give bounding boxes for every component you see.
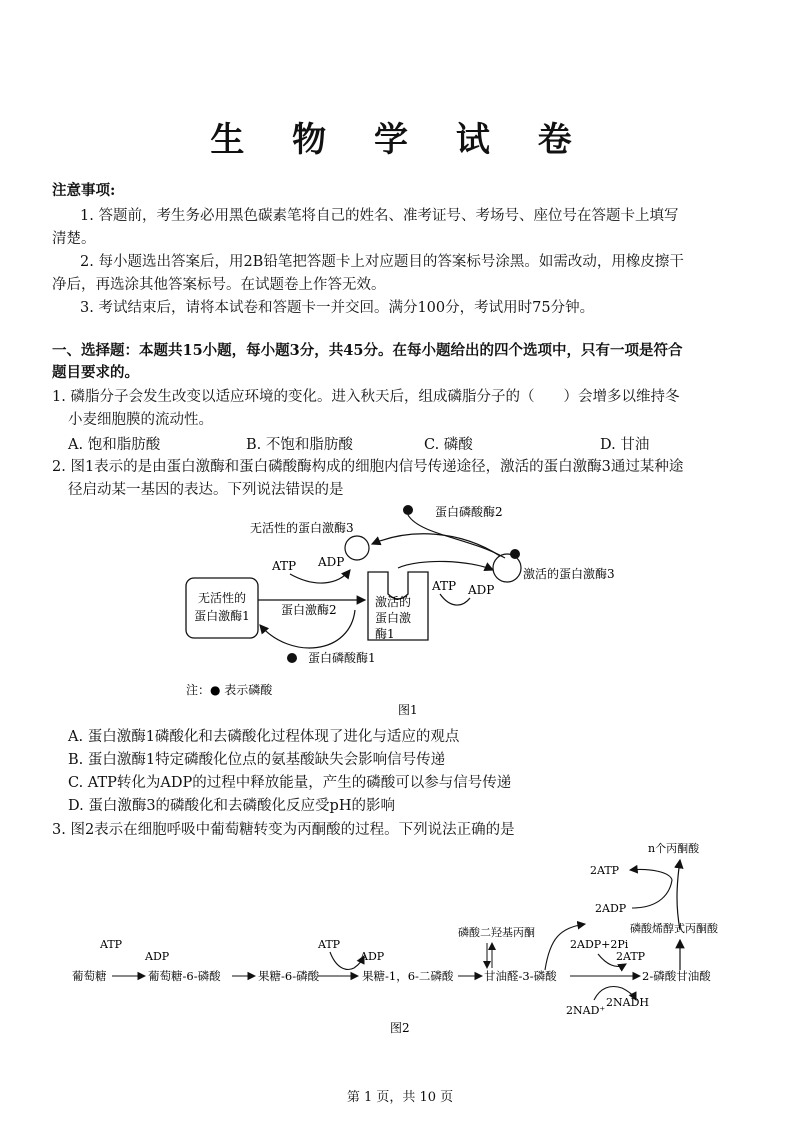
atp-adp-arc-1: [290, 570, 350, 583]
q2-option-b: B. 蛋白激酶1特定磷酸化位点的氨基酸缺失会影响信号传递: [68, 752, 446, 768]
active-kinase1-label-1: 激活的: [375, 595, 412, 609]
q2-option-d: D. 蛋白激酶3的磷酸化和去磷酸化反应受pH的影响: [68, 798, 395, 814]
adp-pi-label: 2ADP+2Pi: [570, 938, 629, 951]
notice-item-2-line-2: 净后，再选涂其他答案标号。在试题卷上作答无效。: [52, 277, 386, 293]
notice-heading: 注意事项:: [52, 182, 116, 199]
notice-item-1-line-1: 1. 答题前，考生务必用黑色碳素笔将自己的姓名、准考证号、考场号、座位号在答题卡上填写: [80, 208, 679, 224]
active-kinase1-label-3: 酶1: [375, 627, 395, 641]
adp-atp-arc: [630, 869, 672, 908]
inactive-kinase3-label: 无活性的蛋白激酶3: [250, 521, 354, 535]
q3-stem: 3. 图2表示在细胞呼吸中葡萄糖转变为丙酮酸的过程。下列说法正确的是: [52, 822, 515, 838]
dhap-label: 磷酸二羟基丙酮: [458, 926, 535, 939]
phosphatase2-curve: [408, 515, 505, 558]
inactive-kinase1-label-2: 蛋白激酶1: [194, 609, 250, 623]
pep-to-pyruvate-arrow: [677, 860, 680, 930]
phosphate-dot: [403, 505, 413, 515]
pg2-label: 2-磷酸甘油酸: [642, 969, 711, 983]
q1-option-d: D. 甘油: [600, 437, 650, 453]
q1-stem-line-1: 1. 磷脂分子会发生改变以适应环境的变化。进入秋天后，组成磷脂分子的（ ）会增多以维持冬: [52, 389, 680, 405]
q2-option-a: A. 蛋白激酶1磷酸化和去磷酸化过程体现了进化与适应的观点: [68, 729, 460, 745]
atp-label-2: ATP: [432, 579, 457, 593]
atp-2a-label: 2ATP: [590, 864, 620, 877]
activation-arrow: [398, 561, 493, 570]
figure-2-glycolysis: [0, 838, 800, 1038]
notice-item-2-line-1: 2. 每小题选出答案后，用2B铅笔把答题卡上对应题目的答案标号涂黑。如需改动，用橡皮擦干: [80, 254, 684, 270]
q1-option-c: C. 磷酸: [424, 437, 473, 453]
pep-label: 磷酸烯醇式丙酮酸: [630, 922, 718, 935]
adp-label-2: ADP: [468, 583, 495, 597]
phosphate-dot: [287, 653, 297, 663]
adp-label-1: ADP: [318, 555, 345, 569]
g6p-label: 葡萄糖-6-磷酸: [148, 969, 221, 983]
adp-2a-label: 2ADP: [595, 902, 627, 915]
inactive-kinase3-circle: [345, 536, 369, 560]
q1-option-b: B. 不饱和脂肪酸: [246, 437, 353, 453]
active-kinase1-label-2: 蛋白激: [375, 611, 412, 625]
phosphate-dot: [510, 549, 520, 559]
atp-adp-arc-2: [440, 594, 470, 605]
f6p-label: 果糖-6-磷酸: [258, 969, 320, 983]
inactive-kinase1-box: [186, 578, 258, 638]
inactive-kinase1-label-1: 无活性的: [197, 591, 247, 605]
phosphatase1-label: 蛋白磷酸酶1: [308, 651, 376, 665]
atp-label-1: ATP: [272, 559, 297, 573]
section-1-heading-line-1: 一、选择题：本题共15小题，每小题3分，共45分。在每小题给出的四个选项中，只有一项是符合: [52, 342, 683, 359]
glucose-label: 葡萄糖: [72, 969, 107, 983]
notice-item-3: 3. 考试结束后，请将本试卷和答题卡一并交回。满分100分，考试用时75分钟。: [80, 300, 595, 316]
page-title: 生 物 学 试 卷: [210, 120, 590, 160]
figure-1-caption: 图1: [398, 703, 418, 717]
figure-2-caption: 图2: [390, 1021, 410, 1035]
f16bp-label: 果糖-1，6-二磷酸: [362, 969, 454, 983]
q2-option-c: C. ATP转化为ADP的过程中释放能量，产生的磷酸可以参与信号传递: [68, 775, 512, 791]
atp-adp-arc-b: [330, 952, 364, 969]
section-1-heading-line-2: 题目要求的。: [52, 364, 139, 381]
adp-a-label: ADP: [145, 950, 170, 963]
active-kinase3-label: 激活的蛋白激酶3: [523, 567, 615, 581]
atp-a-label: ATP: [100, 938, 123, 951]
atp-b-label: ATP: [318, 938, 341, 951]
phosphatase2-label: 蛋白磷酸酶2: [435, 505, 503, 519]
q1-stem-line-2: 小麦细胞膜的流动性。: [68, 412, 213, 428]
page-footer: 第 1 页，共 10 页: [346, 1090, 454, 1105]
q2-stem-line-2: 径启动某一基因的表达。下列说法错误的是: [68, 482, 344, 498]
dephosphorylation-arrow: [372, 534, 500, 556]
atp-2b-label: 2ATP: [616, 950, 646, 963]
g3p-label: 甘油醛-3-磷酸: [484, 969, 557, 983]
q1-option-a: A. 饱和脂肪酸: [68, 437, 161, 453]
q2-stem-line-1: 2. 图1表示的是由蛋白激酶和蛋白磷酸酶构成的细胞内信号传递途径，激活的蛋白激酶3通过某种途: [52, 459, 684, 475]
nad-label: 2NAD⁺: [566, 1004, 606, 1017]
adp-b-label: ADP: [360, 950, 385, 963]
n-pyruvate-label: n个丙酮酸: [648, 842, 700, 855]
kinase2-label: 蛋白激酶2: [281, 603, 337, 617]
figure-1-note: 注：● 表示磷酸: [186, 683, 273, 697]
notice-item-1-line-2: 清楚。: [52, 231, 96, 247]
figure-1-signal-pathway: [0, 490, 800, 720]
nadh-label: 2NADH: [606, 996, 649, 1009]
